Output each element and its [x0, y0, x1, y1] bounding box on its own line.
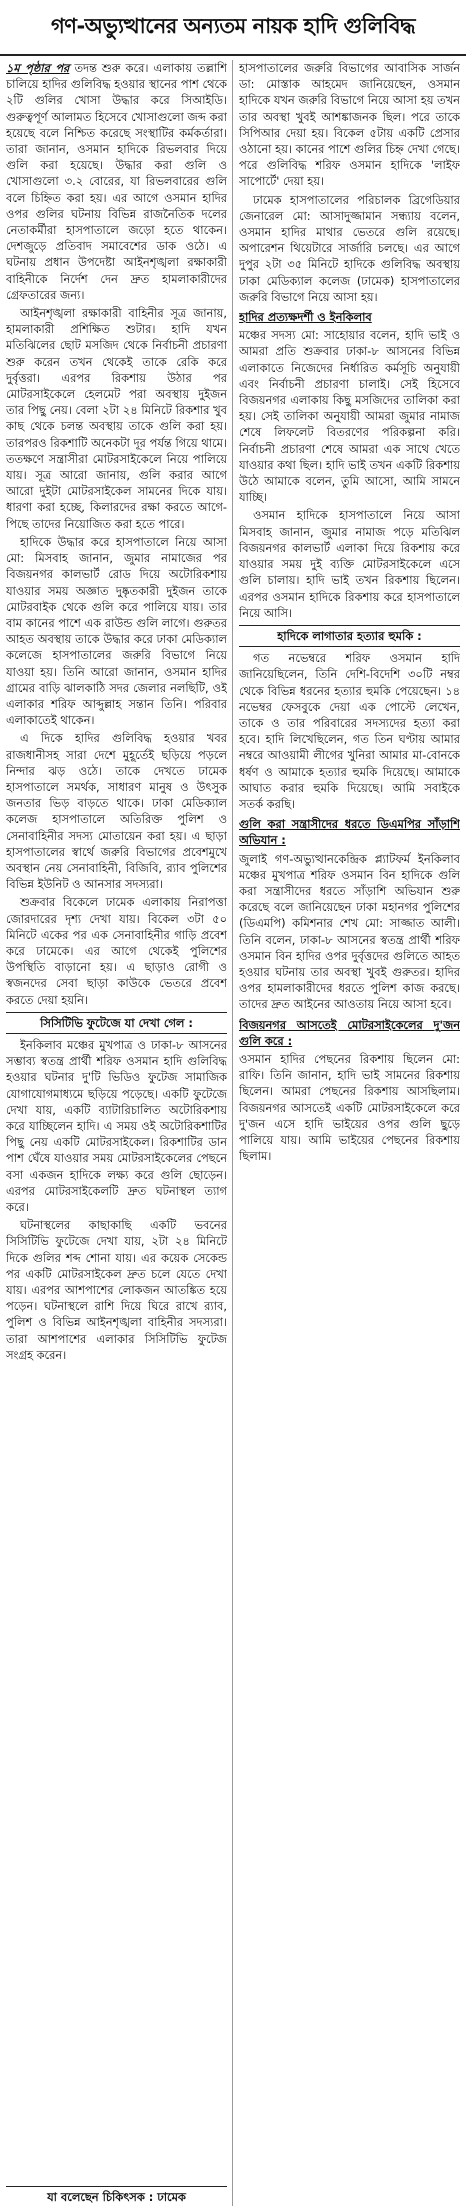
- article-paragraph: হাদিকে উদ্ধার করে হাসপাতালে নিয়ে আসা মো: মিসবাহ জানান, জুমার নামাজের পর বিজয়নগর কালভার্ট রোড দিয়ে অটোরিকশায় যাওয়ার সময় অজ্ঞাত দুষ্কৃতকারী দুইজন তাকে মোটরবাইক থেকে গুলি করে পালিয়ে যায়। তার বাম কানের পাশে এক রাউন্ড গুলি লাগে। গুরুতর আহত অবস্থায় তাকে উদ্ধার করে ঢাকা মেডিক্যাল কলেজে হাসপাতালের জরুরি বিভাগে নিয়ে যাওয়া হয়। তিনি আরো জানান, ওসমান হাদির গ্রামের বাড়ি ঝালকাঠি সদর জেলার নলছিটি, ওই এলাকার শরিফ আব্দুল্লাহ সন্তান তিনি। পরিবার এলাকাতেই থাকেন।: [6, 534, 227, 728]
- headline: গণ-অভ্যুত্থানের অন্যতম নায়ক হাদি গুলিবিদ্ধ: [51, 14, 415, 39]
- article-paragraph: আইনশৃঙ্খলা রক্ষাকারী বাহিনীর সূত্র জানায়, হামলাকারী প্রশিক্ষিত শুটার। হাদি যখন মতিঝিলের ছোট মসজিদ থেকে নির্বাচনী প্রচারণা শুরু করেন তখন থেকেই তাকে রেকি করে দুর্বৃত্তরা। এরপর রিকশায় উঠার পর মোটরসাইকেলে হেলমেট পরা অবস্থায় দুইজন তার পিছু নেয়। বেলা ২টা ২৪ মিনিটে রিকশার খুব কাছ থেকে চলন্ত অবস্থায় তাকে গুলি করা হয়। তারপরও রিকশাটি অনেকটা দূর পর্যন্ত গিয়ে থামে। ততক্ষণে সন্ত্রাসীরা মোটরসাইকেলে নিয়ে পালিয়ে যায়। সূত্র আরো জানায়, গুলি করার আগে আরো দুইটা মোটরসাইকেল সামনের দিকে যায়। ধারণা করা হচ্ছে, কিলারদের রক্ষা করতে আগে-পিছে তাদের নিয়োজিত করা হতে পারে।: [6, 306, 227, 531]
- article-paragraph: মঞ্চের সদস্য মো: সাহোয়ার বলেন, হাদি ভাই ও আমরা প্রতি শুক্রবার ঢাকা-৮ আসনের বিভিন্ন এলাকাতে নিজেদের নির্ধারিত কর্মসূচি অনুযায়ী এবং নির্বাচনী প্রচারণা চালাই। সেই হিসেবে বিজয়নগর এলাকায় কিছু মসজিদের তালিকা করা হয়। সেই তালিকা অনুযায়ী আমরা জুমার নামাজ শেষে লিফলেট বিতরণের পরিকল্পনা করি। নির্বাচনী প্রচারণা শেষে আমরা এক সাথে খেতে যাওয়ার কথা ছিল। হাদি ভাই তখন একটি রিকশায় উঠে আমাকে বলেন, তুমি আসো, আমি সামনে যাচ্ছি।: [239, 328, 460, 505]
- article-paragraph: ইনকিলাব মঞ্চের মুখপাত্র ও ঢাকা-৮ আসনের সম্ভাব্য স্বতন্ত্র প্রার্থী শরিফ ওসমান হাদি গুলিবিদ্ধ হওয়ার ঘটনার দু'টি ভিডিও ফুটেজ সামাজিক যোগাযোগমাধ্যমে ছড়িয়ে পড়েছে। একটি ফুটেজে দেখা যায়, একটি ব্যাটারিচালিত অটোরিকশায় করে যাচ্ছিলেন হাদি। এ সময় ওই অটোরিকশাটির পিছু নেয় একটি মোটরসাইকেল। রিকশাটির ডান পাশ ঘেঁষে যাওয়ার সময় মোটরসাইকেলের পেছনে বসা একজন হাদিকে লক্ষ্য করে গুলি ছোড়েন। এরপর মোটরসাইকেলটি দ্রুত ঘটনাস্থল ত্যাগ করে।: [6, 1037, 227, 1215]
- article-paragraph: ওসমান হাদিকে হাসপাতালে নিয়ে আসা মিসবাহ জানান, জুমার নামাজ পড়ে মতিঝিল বিজয়নগর কালভার্ট এলাকা দিয়ে রিকশায় করে যাওয়ার সময় দুই ব্যক্তি মোটরসাইকেলে এসে গুলি চালায়। হাদি ভাই তখন রিকশায় ছিলেন। এরপর ওসমান হাদিকে রিকশায় করে হাসপাতালে নিয়ে আসি।: [239, 508, 460, 620]
- continued-from-label: ১ম পৃষ্ঠার পর: [6, 61, 70, 75]
- article-paragraph: হাসপাতালের জরুরি বিভাগের আবাসিক সার্জন ডা: মোস্তাক আহমেদ জানিয়েছেন, ওসমান হাদিকে যখন জরুরি বিভাগে নিয়ে আসা হয় তখন তার অবস্থা খুবই আশঙ্কাজনক ছিল। পরে তাকে সিপিআর দেয়া হয়। বিকেল ৫টায় একটি প্রেসার ওঠানো হয়। কানের পাশে গুলির চিহ্ন দেখা গেছে। পরে গুলিবিদ্ধ শরিফ ওসমান হাদিকে 'লাইফ সাপোর্টে' দেয়া হয়।: [239, 61, 460, 189]
- raid-subheading: গুলি করা সন্ত্রাসীদের ধরতে ডিএমপির সাঁড়াশি অভিযান :: [239, 817, 460, 848]
- cctv-subheading: সিসিটিভি ফুটেজে যা দেখা গেল :: [6, 1012, 227, 1034]
- article-paragraph: গত নভেম্বরে শরিফ ওসমান হাদি জানিয়েছিলেন, তিনি দেশি-বিদেশি ৩০টি নম্বর থেকে বিভিন্ন ধরনের হত্যার হুমকি পেয়েছেন। ১৪ নভেম্বর ফেসবুকে দেয়া এক পোস্টে লেখেন, তাকে ও তার পরিবারের সদস্যদের হত্যা করা হবে। হাদি লিখেছিলেন, গত তিন ঘণ্টায় আমার নম্বরে আওয়ামী লীগের খুনিরা আমার মা-বোনকে ধর্ষণ ও আমাকে হত্যার হুমকি দিয়েছে। আমাকে আঘাত করার হুমকি দিয়েছে। আমি সবাইকে সতর্ক করছি।: [239, 651, 460, 811]
- article-paragraph: ঘটনাস্থলের কাছাকাছি একটি ভবনের সিসিটিভি ফুটেজে দেখা যায়, ২টা ২৪ মিনিটে দিকে গুলির শব্দ শোনা যায়। এর কয়েক সেকেন্ড পর একটি মোটরসাইকেল দ্রুত চলে যেতে দেখা যায়। এরপর আশপাশের লোকজন আতঙ্কিত হয়ে পড়েন। ঘটনাস্থলে রাশি দিয়ে ঘিরে রাখে র‌্যাব, পুলিশ ও বিভিন্ন আইনশৃঙ্খলা বাহিনীর সদস্যরা। তারা আশপাশের এলাকার সিসিটিভি ফুটেজ সংগ্রহ করেন।: [6, 1218, 227, 1362]
- article-paragraph: ওসমান হাদির পেছনের রিকশায় ছিলেন মো: রাফি। তিনি জানান, হাদি ভাই সামনের রিকশায় ছিলেন। আমরা পেছনের রিকশায় আসছিলাম। বিজয়নগর আসতেই একটি মোটরসাইকেলে করে দু'জন এসে হাদি ভাইয়ের ওপর গুলি ছুড়ে পালিয়ে যায়। আমি ভাইয়ের পেছনের রিকশায় ছিলাম।: [239, 1051, 460, 1164]
- threat-subheading: হাদিকে লাগাতার হত্যার হুমকি :: [239, 625, 460, 647]
- article-paragraph: জুলাই গণ-অভ্যুত্থানকেন্দ্রিক প্ল্যাটফর্ম ইনকিলাব মঞ্চের মুখপাত্র শরিফ ওসমান বিন হাদিকে গুলি করা সন্ত্রাসীদের ধরতে সাঁড়াশি অভিযান শুরু করেছে বলে জানিয়েছেন ঢাকা মহানগর পুলিশের (ডিএমপি) কমিশনার শেখ মো: সাজ্জাত আলী। তিনি বলেন, ঢাকা-৮ আসনের স্বতন্ত্র প্রার্থী শরিফ ওসমান বিন হাদির ওপর দুর্বৃত্তদের গুলিতে আহত হওয়ার ঘটনায় তার অবস্থা খুবই গুরুতর। হাদির ওপর হামলাকারীদের ধরতে পুলিশ কাজ করছে। তাদের দ্রুত আইনের আওতায় নিয়ে আসা হবে।: [239, 851, 460, 1012]
- headline-bar: [0, 0, 466, 56]
- witness-subheading: হাদির প্রত্যক্ষদর্শী ও ইনকিলাব: [239, 310, 372, 325]
- bike-subheading: বিজয়নগর আসতেই মোটরসাইকেলের দু'জন গুলি করে :: [239, 1017, 460, 1048]
- article-paragraph: শুক্রবার বিকেলে ঢামেক এলাকায় নিরাপত্তা জোরদারের দৃশ্য দেখা যায়। বিকেল ৩টা ৫০ মিনিটে একের পর এক সেনাবাহিনীর গাড়ি প্রবেশ করে ঢামেকে। এর আগে থেকেই পুলিশের উপস্থিতি বাড়ানো হয়। এ ছাড়াও রোগী ও স্বজনদের সেবা ছাড়া কাউকে ভেতরে প্রবেশ করতে দেয়া হয়নি।: [6, 895, 227, 1007]
- article-columns: [6, 60, 460, 2206]
- left-column: [6, 60, 227, 2206]
- article-paragraph: এ দিকে হাদির গুলিবিদ্ধ হওয়ার খবর রাজধানীসহ সারা দেশে মুহূর্তেই ছড়িয়ে পড়লে নিন্দার ঝড় ওঠে। তাকে দেখতে ঢামেক হাসপাতালে সমর্থক, সাধারণ মানুষ ও উৎসুক জনতার ভিড় বাড়তে থাকে। ঢাকা মেডিক্যাল কলেজ হাসপাতালে অতিরিক্ত পুলিশ ও সেনাবাহিনীর সদস্য মোতায়েন করা হয়। এ ছাড়া হাসপাতালের স্বার্থে জরুরি বিভাগের প্রবেশমুখে অবস্থান নেয় সেনাবাহিনী, বিজিবি, র‌্যাব পুলিশের বিভিন্ন ইউনিট ও আনসার সদস্যরা।: [6, 731, 227, 892]
- doctor-statement-heading: যা বলেছেন চিকিৎসক : ঢামেক: [6, 2186, 227, 2208]
- right-column: [239, 60, 460, 2206]
- article-paragraph: ঢামেক হাসপাতালের পরিচালক ব্রিগেডিয়ার জেনারেল মো: আসাদুজ্জামান সন্ধ্যায় বলেন, ওসমান হাদির মাথার ভেতরে গুলি রয়েছে। অপারেশন থিয়েটারে সার্জারি চলছে। এর আগে দুপুর ২টা ৩৫ মিনিটে হাদিকে গুলিবিদ্ধ অবস্থায় ঢাকা মেডিক্যাল কলেজ (ঢামেক) হাসপাতালের জরুরি বিভাগে নিয়ে আসা হয়।: [239, 192, 460, 304]
- paragraph-text: তদন্ত শুরু করে। এলাকায় তল্লাশি চালিয়ে হাদির গুলিবিদ্ধ হওয়ার স্থানের পাশ থেকে ২টি গুলির খোসা উদ্ধার করে সিআইডি। গুরুত্বপূর্ণ আলামত হিসেবে খোসাগুলো জব্দ করা হয়েছে বলে নিশ্চিত করেছে সংস্থাটির কর্মকর্তারা। তারা জানান, ওসমান হাদিকে রিভলবার দিয়ে গুলি করা হয়েছে। উদ্ধার করা গুলি ও খোসাগুলো ৩.২ বোরের, যা রিভলবারের গুলি বলে চিহ্নিত করা হয়। এর আগে ওসমান হাদির ওপর গুলির ঘটনায় বিভিন্ন রাজনৈতিক দলের নেতাকর্মীরা হাসপাতালে জড়ো হতে থাকেন। দেশজুড়ে প্রতিবাদ সমাবেশের ডাক ওঠে। এ ঘটনায় প্রধান উপদেষ্টা আইনশৃঙ্খলা রক্ষাকারী বাহিনীকে নির্দেশ দেন দ্রুত হামলাকারীদের গ্রেফতারের জন্য।: [6, 61, 227, 302]
- article-paragraph: [6, 60, 227, 303]
